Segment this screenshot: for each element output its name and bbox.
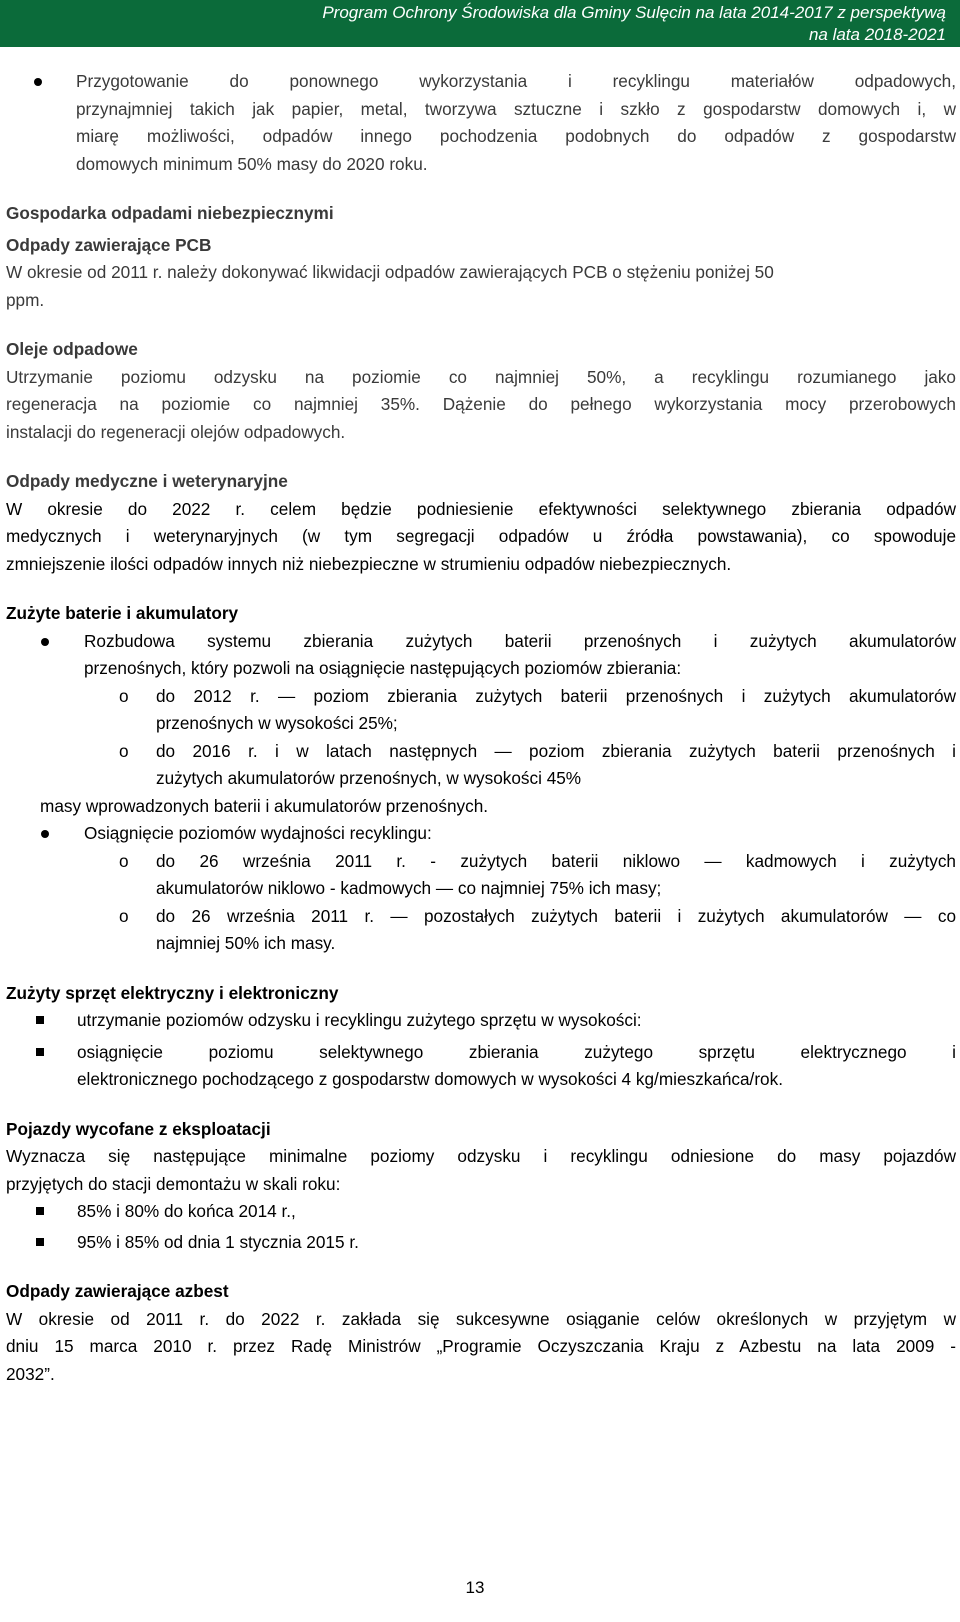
batteries-sub-2	[6, 738, 956, 793]
asbestos-text	[6, 1306, 956, 1389]
vehicles-line: przyjętych do stacji demontażu w skali roku:	[6, 1173, 341, 1194]
asbestos-line: W okresie od 2011 r. do 2022 r. zakłada się sukcesywne osiąganie celów określonych w przyjętym w	[6, 1308, 956, 1329]
header-title-line1: Program Ochrony Środowiska dla Gminy Sulęcin na lata 2014-2017 z perspektywą	[322, 3, 946, 22]
circle-bullet-icon: o	[119, 850, 129, 871]
pcb-line: ppm.	[6, 289, 45, 310]
electronics-line: elektronicznego pochodzącego z gospodarstw domowych w wysokości 4 kg/mieszkańca/rok.	[77, 1069, 783, 1089]
square-bullet-icon	[36, 1048, 44, 1056]
asbestos-title: Odpady zawierające azbest	[6, 1281, 229, 1301]
electronics-line: osiągnięcie poziomu selektywnego zbierania zużytego sprzętu elektrycznego i	[77, 1041, 956, 1062]
pcb-title: Odpady zawierające PCB	[6, 234, 212, 255]
sub-line: do 2016 r. i w latach następnych — poziom zbierania zużytych baterii przenośnych i	[156, 740, 956, 761]
electronics-item-2	[6, 1039, 956, 1094]
medical-line: medycznych i weterynaryjnych (w tym segregacji odpadów u źródła powstawania), co spowoduje	[6, 526, 956, 546]
vehicles-text	[6, 1143, 956, 1198]
asbestos-line: dniu 15 marca 2010 r. przez Radę Ministrów „Programie Oczyszczania Kraju z Azbestu na lata 2009 -	[6, 1336, 956, 1356]
intro-line: Przygotowanie do ponownego wykorzystania i recyklingu materiałów odpadowych,	[76, 71, 956, 91]
intro-line: miarę możliwości, odpadów innego pochodzenia podobnych do odpadów z gospodarstw	[76, 126, 956, 146]
vehicles-title: Pojazdy wycofane z eksploatacji	[6, 1118, 271, 1139]
oils-line: instalacji do regeneracji olejów odpadowych.	[6, 421, 346, 442]
batteries-bullet-line: Osiągnięcie poziomów wydajności recyklingu:	[84, 823, 432, 843]
page-number: 13	[465, 1578, 485, 1597]
vehicles-line: Wyznacza się następujące minimalne poziomy odzysku i recyklingu odniesione do masy pojazdów	[6, 1146, 956, 1166]
pcb-text	[6, 259, 956, 314]
vehicles-item-text: 85% i 80% do końca 2014 r.,	[77, 1201, 296, 1221]
header-title-line2: na lata 2018-2021	[808, 25, 946, 44]
sub-line: akumulatorów niklowo - kadmowych — co najmniej 75% ich masy;	[156, 878, 662, 898]
page-header	[0, 0, 960, 47]
square-bullet-icon	[36, 1207, 44, 1215]
circle-bullet-icon: o	[119, 905, 129, 926]
electronics-item-1	[6, 1007, 956, 1035]
medical-text	[6, 496, 956, 579]
medical-line: zmniejszenie ilości odpadów innych niż niebezpieczne w strumieniu odpadów niebezpiecznych.	[6, 553, 732, 574]
oils-line: regeneracja na poziomie co najmniej 35%. Dążenie do pełnego wykorzystania mocy przerobowych	[6, 394, 956, 414]
batteries-bullet-1	[6, 628, 956, 683]
intro-line: przynajmniej takich jak papier, metal, tworzywa sztuczne i szkło z gospodarstw domowych i, w	[76, 98, 956, 119]
oils-line: Utrzymanie poziomu odzysku na poziomie co najmniej 50%, a recyklingu rozumianego jako	[6, 366, 956, 387]
batteries-tail: masy wprowadzonych baterii i akumulatorów przenośnych.	[40, 795, 489, 816]
electronics-line: utrzymanie poziomów odzysku i recyklingu zużytego sprzętu w wysokości:	[77, 1010, 642, 1030]
electronics-title: Zużyty sprzęt elektryczny i elektroniczny	[6, 982, 339, 1003]
pcb-line: W okresie od 2011 r. należy dokonywać likwidacji odpadów zawierających PCB o stężeniu poniżej 50	[6, 262, 774, 282]
batteries-sub-4	[6, 903, 956, 958]
intro-line: domowych minimum 50% masy do 2020 roku.	[76, 153, 428, 174]
sub-line: zużytych akumulatorów przenośnych, w wysokości 45%	[156, 768, 582, 788]
batteries-sub-3	[6, 848, 956, 903]
circle-bullet-icon: o	[119, 685, 129, 706]
oils-title: Oleje odpadowe	[6, 339, 138, 359]
medical-title: Odpady medyczne i weterynaryjne	[6, 471, 288, 491]
asbestos-line: 2032”.	[6, 1363, 55, 1384]
medical-line: W okresie do 2022 r. celem będzie podniesienie efektywności selektywnego zbierania odpadów	[6, 498, 956, 519]
batteries-sub-1	[6, 683, 956, 738]
vehicles-item-1	[6, 1198, 956, 1226]
vehicles-item-text: 95% i 85% od dnia 1 stycznia 2015 r.	[77, 1231, 359, 1252]
sub-line: do 2012 r. — poziom zbierania zużytych baterii przenośnych i zużytych akumulatorów	[156, 685, 956, 706]
sub-line: do 26 września 2011 r. — pozostałych zużytych baterii i zużytych akumulatorów — co	[156, 905, 956, 926]
oils-text	[6, 364, 956, 447]
square-bullet-icon	[36, 1238, 44, 1246]
circle-bullet-icon: o	[119, 740, 129, 761]
square-bullet-icon	[36, 1016, 44, 1024]
document-body	[6, 68, 956, 1388]
sub-line: przenośnych w wysokości 25%;	[156, 713, 398, 733]
hazardous-title: Gospodarka odpadami niebezpiecznymi	[6, 203, 334, 223]
sub-line: najmniej 50% ich masy.	[156, 933, 336, 953]
sub-line: do 26 września 2011 r. - zużytych baterii niklowo — kadmowych i zużytych	[156, 850, 956, 871]
intro-bullet	[6, 68, 956, 178]
batteries-bullet-line: Rozbudowa systemu zbierania zużytych baterii przenośnych i zużytych akumulatorów	[84, 630, 956, 651]
batteries-bullet-2	[6, 820, 956, 848]
batteries-title: Zużyte baterie i akumulatory	[6, 603, 239, 623]
batteries-bullet-line: przenośnych, który pozwoli na osiągnięcie następujących poziomów zbierania:	[84, 658, 682, 678]
vehicles-item-2	[6, 1229, 956, 1257]
